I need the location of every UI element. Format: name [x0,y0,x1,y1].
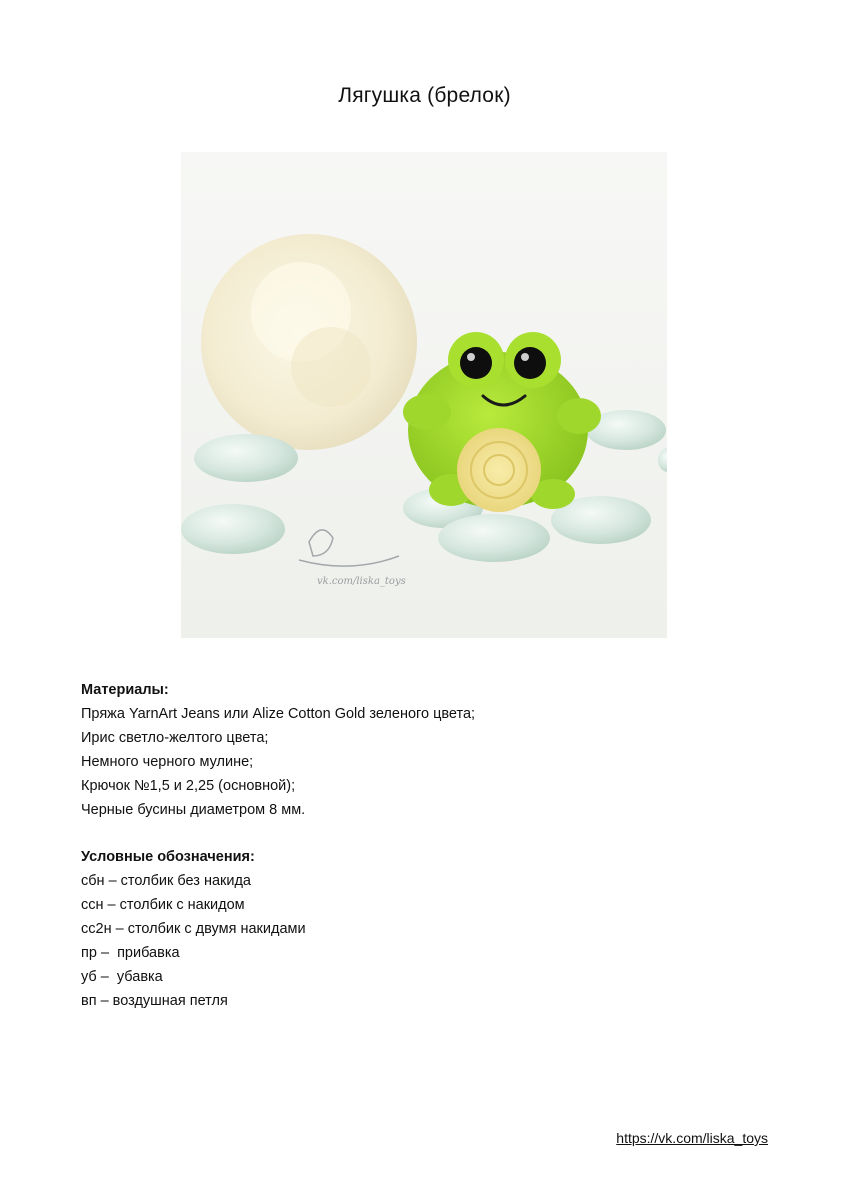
legend-line: сбн – столбик без накида [81,873,251,889]
watermark-text: vk.com/liska_toys [317,576,406,587]
legend-line: уб – убавка [81,969,163,985]
legend-line: ссн – столбик с накидом [81,897,245,913]
materials-heading: Материалы: [81,682,169,698]
materials-line: Ирис светло-желтого цвета; [81,730,269,746]
materials-line: Немного черного мулине; [81,754,254,770]
legend-line: пр – прибавка [81,945,180,961]
materials-line: Крючок №1,5 и 2,25 (основной); [81,778,296,794]
page-title: Лягушка (брелок) [338,84,511,107]
materials-line: Черные бусины диаметром 8 мм. [81,802,306,818]
materials-section [81,678,475,822]
frog-photo [181,152,667,638]
flower-shape [201,234,417,450]
legend-heading: Условные обозначения: [81,849,255,865]
footer-link[interactable]: https://vk.com/liska_toys [616,1130,768,1146]
legend-section [81,845,306,1013]
legend-line: вп – воздушная петля [81,993,228,1009]
materials-line: Пряжа YarnArt Jeans или Alize Cotton Gold зеленого цвета; [81,706,476,722]
legend-line: сс2н – столбик с двумя накидами [81,921,306,937]
